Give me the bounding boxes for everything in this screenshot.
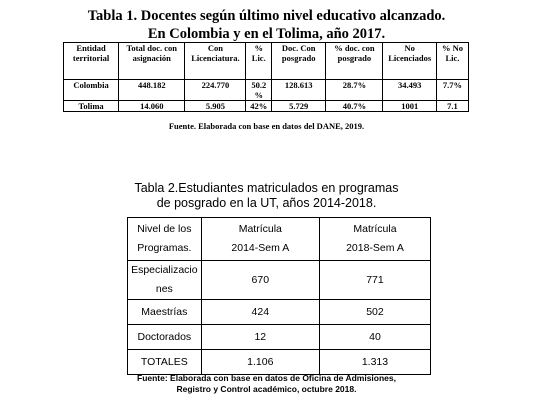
table1-cell: 448.182 xyxy=(119,80,185,101)
table-row xyxy=(128,325,431,350)
table1-cell: 34.493 xyxy=(383,80,436,101)
table1-header-cell: Doc. Con posgrado xyxy=(272,43,326,80)
table1-cell: Colombia xyxy=(64,80,119,101)
table1-header-cell: % Lic. xyxy=(246,43,272,80)
table2-header-cell xyxy=(319,218,430,261)
table1-header-cell: % No Lic. xyxy=(436,43,468,80)
table2-header-cell xyxy=(201,218,319,261)
table2-cell: 771 xyxy=(319,261,430,300)
table2-source-line1: Fuente: Elaborada con base en datos de Oficina de Admisiones, xyxy=(137,373,396,383)
table-row xyxy=(128,300,431,325)
table2-header-cell xyxy=(128,218,202,261)
table1-cell: 14.060 xyxy=(119,101,185,112)
table2-cell: 12 xyxy=(201,325,319,350)
table1-cell: 28.7% xyxy=(326,80,383,101)
table1-cell: 7.7% xyxy=(436,80,468,101)
table2-header-text: Matrícula xyxy=(353,223,397,235)
table1 xyxy=(63,42,469,112)
table2-cell: 424 xyxy=(201,300,319,325)
table1-cell: 40.7% xyxy=(326,101,383,112)
table1-cell: 50.2 % xyxy=(246,80,272,101)
table1-cell: 5.905 xyxy=(185,101,246,112)
table1-header-cell: Total doc. con asignación xyxy=(119,43,185,80)
table2-cell: TOTALES xyxy=(128,350,202,375)
table1-title xyxy=(0,7,533,43)
table2-header-row xyxy=(128,218,431,261)
table1-header-row xyxy=(64,43,469,80)
table2-title-line2: de posgrado en la UT, años 2014-2018. xyxy=(156,196,377,210)
table-row xyxy=(64,101,469,112)
table1-source: Fuente. Elaborada con base en datos del DANE, 2019. xyxy=(168,121,365,131)
table1-title-line1: Tabla 1. Docentes según último nivel educativo alcanzado. xyxy=(87,8,446,24)
table2 xyxy=(127,217,431,375)
table-row xyxy=(128,261,431,300)
table2-source-line2: Registro y Control académico, octubre 2018. xyxy=(176,384,357,394)
table2-header-text: Programas. xyxy=(137,242,192,254)
table1-cell: 224.770 xyxy=(185,80,246,101)
table1-header-cell: Entidad territorial xyxy=(64,43,119,80)
table2-cell: 502 xyxy=(319,300,430,325)
table2-cell: Doctorados xyxy=(128,325,202,350)
table2-header-text: Nivel de los xyxy=(137,223,192,235)
table1-cell: 1001 xyxy=(383,101,436,112)
table2-cell: 670 xyxy=(201,261,319,300)
table1-cell: 128.613 xyxy=(272,80,326,101)
table2-source xyxy=(0,373,533,395)
table-row xyxy=(64,80,469,101)
table1-cell: 42% xyxy=(246,101,272,112)
table1-cell: 7.1 xyxy=(436,101,468,112)
table1-title-line2: En Colombia y en el Tolima, año 2017. xyxy=(147,26,386,42)
table2-cell: 40 xyxy=(319,325,430,350)
table1-header-cell: No Licenciados xyxy=(383,43,436,80)
table2-title-line1: Tabla 2.Estudiantes matriculados en programas xyxy=(134,181,399,195)
table1-header-cell: % doc. con posgrado xyxy=(326,43,383,80)
table2-cell: 1.313 xyxy=(319,350,430,375)
table2-cell: Maestrías xyxy=(128,300,202,325)
table1-cell: Tolima xyxy=(64,101,119,112)
table1-cell: 5.729 xyxy=(272,101,326,112)
table2-cell: 1.106 xyxy=(201,350,319,375)
table2-header-text: Matrícula xyxy=(238,223,282,235)
table1-header-cell: Con Licenciatura. xyxy=(185,43,246,80)
table2-header-text: 2018-Sem A xyxy=(346,242,404,254)
table2-title xyxy=(0,181,533,211)
table2-cell: Especializaciones xyxy=(128,261,202,300)
table2-header-text: 2014-Sem A xyxy=(231,242,290,254)
table-row xyxy=(128,350,431,375)
